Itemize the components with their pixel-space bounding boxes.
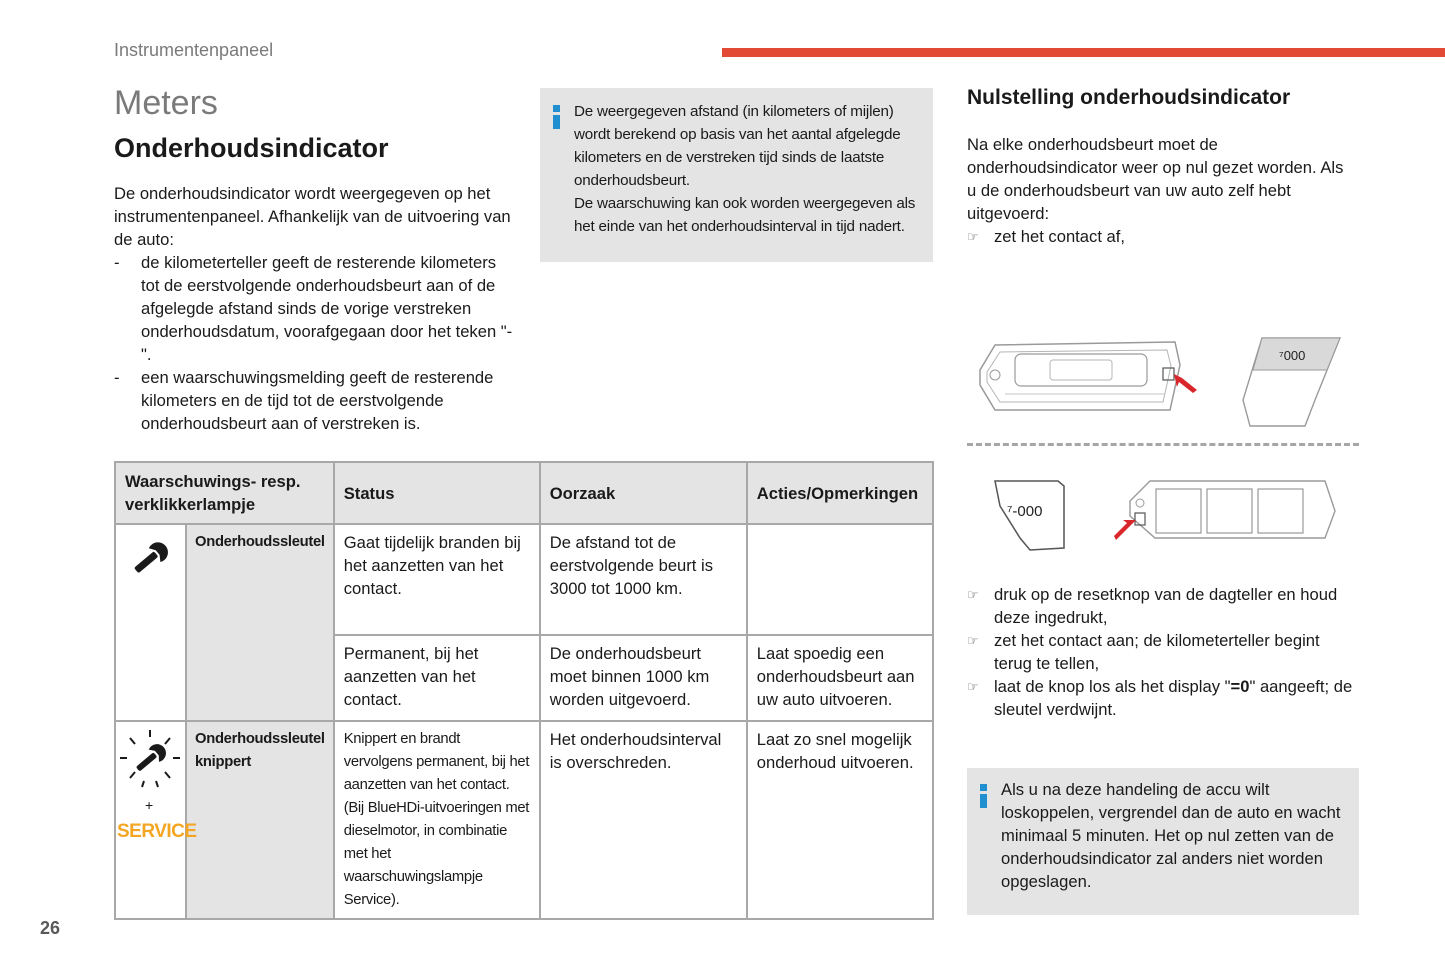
section-title: Meters bbox=[114, 84, 218, 122]
info-text-1: De weergegeven afstand (in kilometers of mijlen) wordt berekend op basis van het aantal afgelegde kilometers en de verstreken tijd sinds de laatste onderhoudsbeurt. bbox=[574, 103, 901, 189]
info-icon bbox=[553, 105, 560, 112]
cluster-dial-2 bbox=[1207, 489, 1252, 533]
cause-cell: De onderhoudsbeurt moet binnen 1000 km worden uitgevoerd. bbox=[540, 635, 747, 721]
wrench-icon-cell bbox=[115, 524, 186, 721]
action-cell: Laat zo snel mogelijk onderhoud uitvoeren. bbox=[747, 721, 933, 919]
header-cause: Oorzaak bbox=[540, 462, 747, 524]
warning-table bbox=[114, 461, 934, 920]
cause-cell: Het onderhoudsinterval is overschreden. bbox=[540, 721, 747, 919]
pointing-hand-icon: ☞ bbox=[967, 679, 979, 694]
display-value-top: ⁷000 bbox=[1279, 348, 1306, 363]
lamp-label-wrench: Onderhoudssleutel bbox=[186, 524, 334, 721]
list-item: ☞ laat de knop los als het display "=0" aangeeft; de sleutel verdwijnt. bbox=[967, 677, 1353, 719]
list-item: - de kilometerteller geeft de resterende kilometers tot de eerstvolgende onderhoudsbeurt aan of de afgelegde afstand sinds de vorige verstreken onderhoudsdatum, voorafgegaan door het teken "-". bbox=[114, 253, 513, 364]
info-text-battery: Als u na deze handeling de accu wilt loskoppelen, vergrendel dan de auto en wacht minimaal 5 minuten. Het op nul zetten van de onderhoudsindicator zal anders niet worden opgeslagen. bbox=[1001, 780, 1341, 891]
action-cell bbox=[747, 524, 933, 635]
table-row bbox=[115, 524, 933, 635]
pointing-hand-icon: ☞ bbox=[967, 633, 979, 648]
cluster-screen-inner bbox=[1050, 360, 1112, 380]
cluster-dial-1 bbox=[1156, 489, 1201, 533]
intro-paragraph: De onderhoudsindicator wordt weergegeven op het instrumentenpaneel. Afhankelijk van de uitvoering van de auto: bbox=[114, 184, 511, 249]
header-status: Status bbox=[334, 462, 540, 524]
action-cell: Laat spoedig een onderhoudsbeurt aan uw auto uitvoeren. bbox=[747, 635, 933, 721]
status-cell: Gaat tijdelijk branden bij het aanzetten van het contact. bbox=[334, 524, 540, 635]
main-heading: Onderhoudsindicator bbox=[114, 133, 389, 163]
pointing-hand-icon: ☞ bbox=[967, 587, 979, 602]
header-accent-bar bbox=[722, 48, 1445, 57]
reset-intro bbox=[967, 133, 1357, 248]
intro-bullets bbox=[114, 251, 514, 435]
cluster-screen bbox=[1015, 354, 1147, 386]
flashing-wrench-icon bbox=[116, 726, 185, 794]
list-item: - een waarschuwingsmelding geeft de resterende kilometers en de tijd tot de eerstvolgende onderhoudsbeurt aan of verstreken is. bbox=[114, 368, 494, 433]
info-icon-stem bbox=[553, 115, 560, 129]
page-number: 26 bbox=[40, 918, 61, 938]
reset-steps bbox=[967, 583, 1362, 721]
arrow-icon bbox=[1114, 520, 1136, 540]
service-warning-label: SERVICE bbox=[117, 821, 197, 842]
arrow-icon bbox=[1174, 374, 1197, 393]
status-cell: Knippert en brandt vervolgens permanent, bij het aanzetten van het contact. (Bij BlueHDi-uitvoeringen met dieselmotor, in combinatie met het waarschuwingslampje Service). bbox=[334, 721, 540, 919]
intro-text bbox=[114, 182, 514, 435]
list-item: ☞ druk op de resetknop van de dagteller en houd deze ingedrukt, bbox=[967, 585, 1338, 627]
display-reset-diagram bbox=[990, 476, 1360, 556]
reset-heading: Nulstelling onderhoudsindicator bbox=[967, 86, 1291, 109]
list-item: ☞ zet het contact af, bbox=[967, 227, 1125, 246]
table-row bbox=[115, 721, 933, 919]
info-icon bbox=[980, 784, 987, 791]
info-icon-stem bbox=[980, 794, 987, 808]
reset-button-ring bbox=[1136, 499, 1144, 507]
header-actions: Acties/Opmerkingen bbox=[747, 462, 933, 524]
cluster-left-knob bbox=[990, 370, 1000, 380]
table-header-row bbox=[115, 462, 933, 524]
wrench-icon bbox=[116, 525, 185, 585]
plus-sign: + bbox=[145, 797, 154, 813]
cluster-dial-3 bbox=[1258, 489, 1303, 533]
header-lamp: Waarschuwings- resp. verklikkerlampje bbox=[115, 462, 334, 524]
header-label: Instrumentenpaneel bbox=[114, 40, 274, 60]
instrument-cluster-diagram bbox=[975, 330, 1355, 430]
diagram-divider bbox=[967, 443, 1359, 446]
info-text-2: De waarschuwing kan ook worden weergegeven als het einde van het onderhoudsinterval in tijd nadert. bbox=[574, 195, 916, 235]
status-cell: Permanent, bij het aanzetten van het contact. bbox=[334, 635, 540, 721]
lamp-label-flashing: Onderhoudssleutel knippert bbox=[186, 721, 334, 919]
info-box-battery bbox=[967, 768, 1359, 915]
list-item: ☞ zet het contact aan; de kilometerteller begint terug te tellen, bbox=[967, 631, 1320, 673]
reset-intro-text: Na elke onderhoudsbeurt moet de onderhoudsindicator weer op nul gezet worden. Als u de onderhoudsbeurt van uw auto zelf hebt uitgevoerd: bbox=[967, 135, 1344, 223]
flashing-wrench-icon-cell bbox=[115, 721, 197, 919]
info-box-distance bbox=[540, 88, 933, 262]
reset-button-bottom bbox=[1135, 513, 1145, 525]
pointing-hand-icon: ☞ bbox=[967, 229, 979, 244]
display-value-bottom: ⁷-000 bbox=[1007, 503, 1043, 520]
cause-cell: De afstand tot de eerstvolgende beurt is 3000 tot 1000 km. bbox=[540, 524, 747, 635]
